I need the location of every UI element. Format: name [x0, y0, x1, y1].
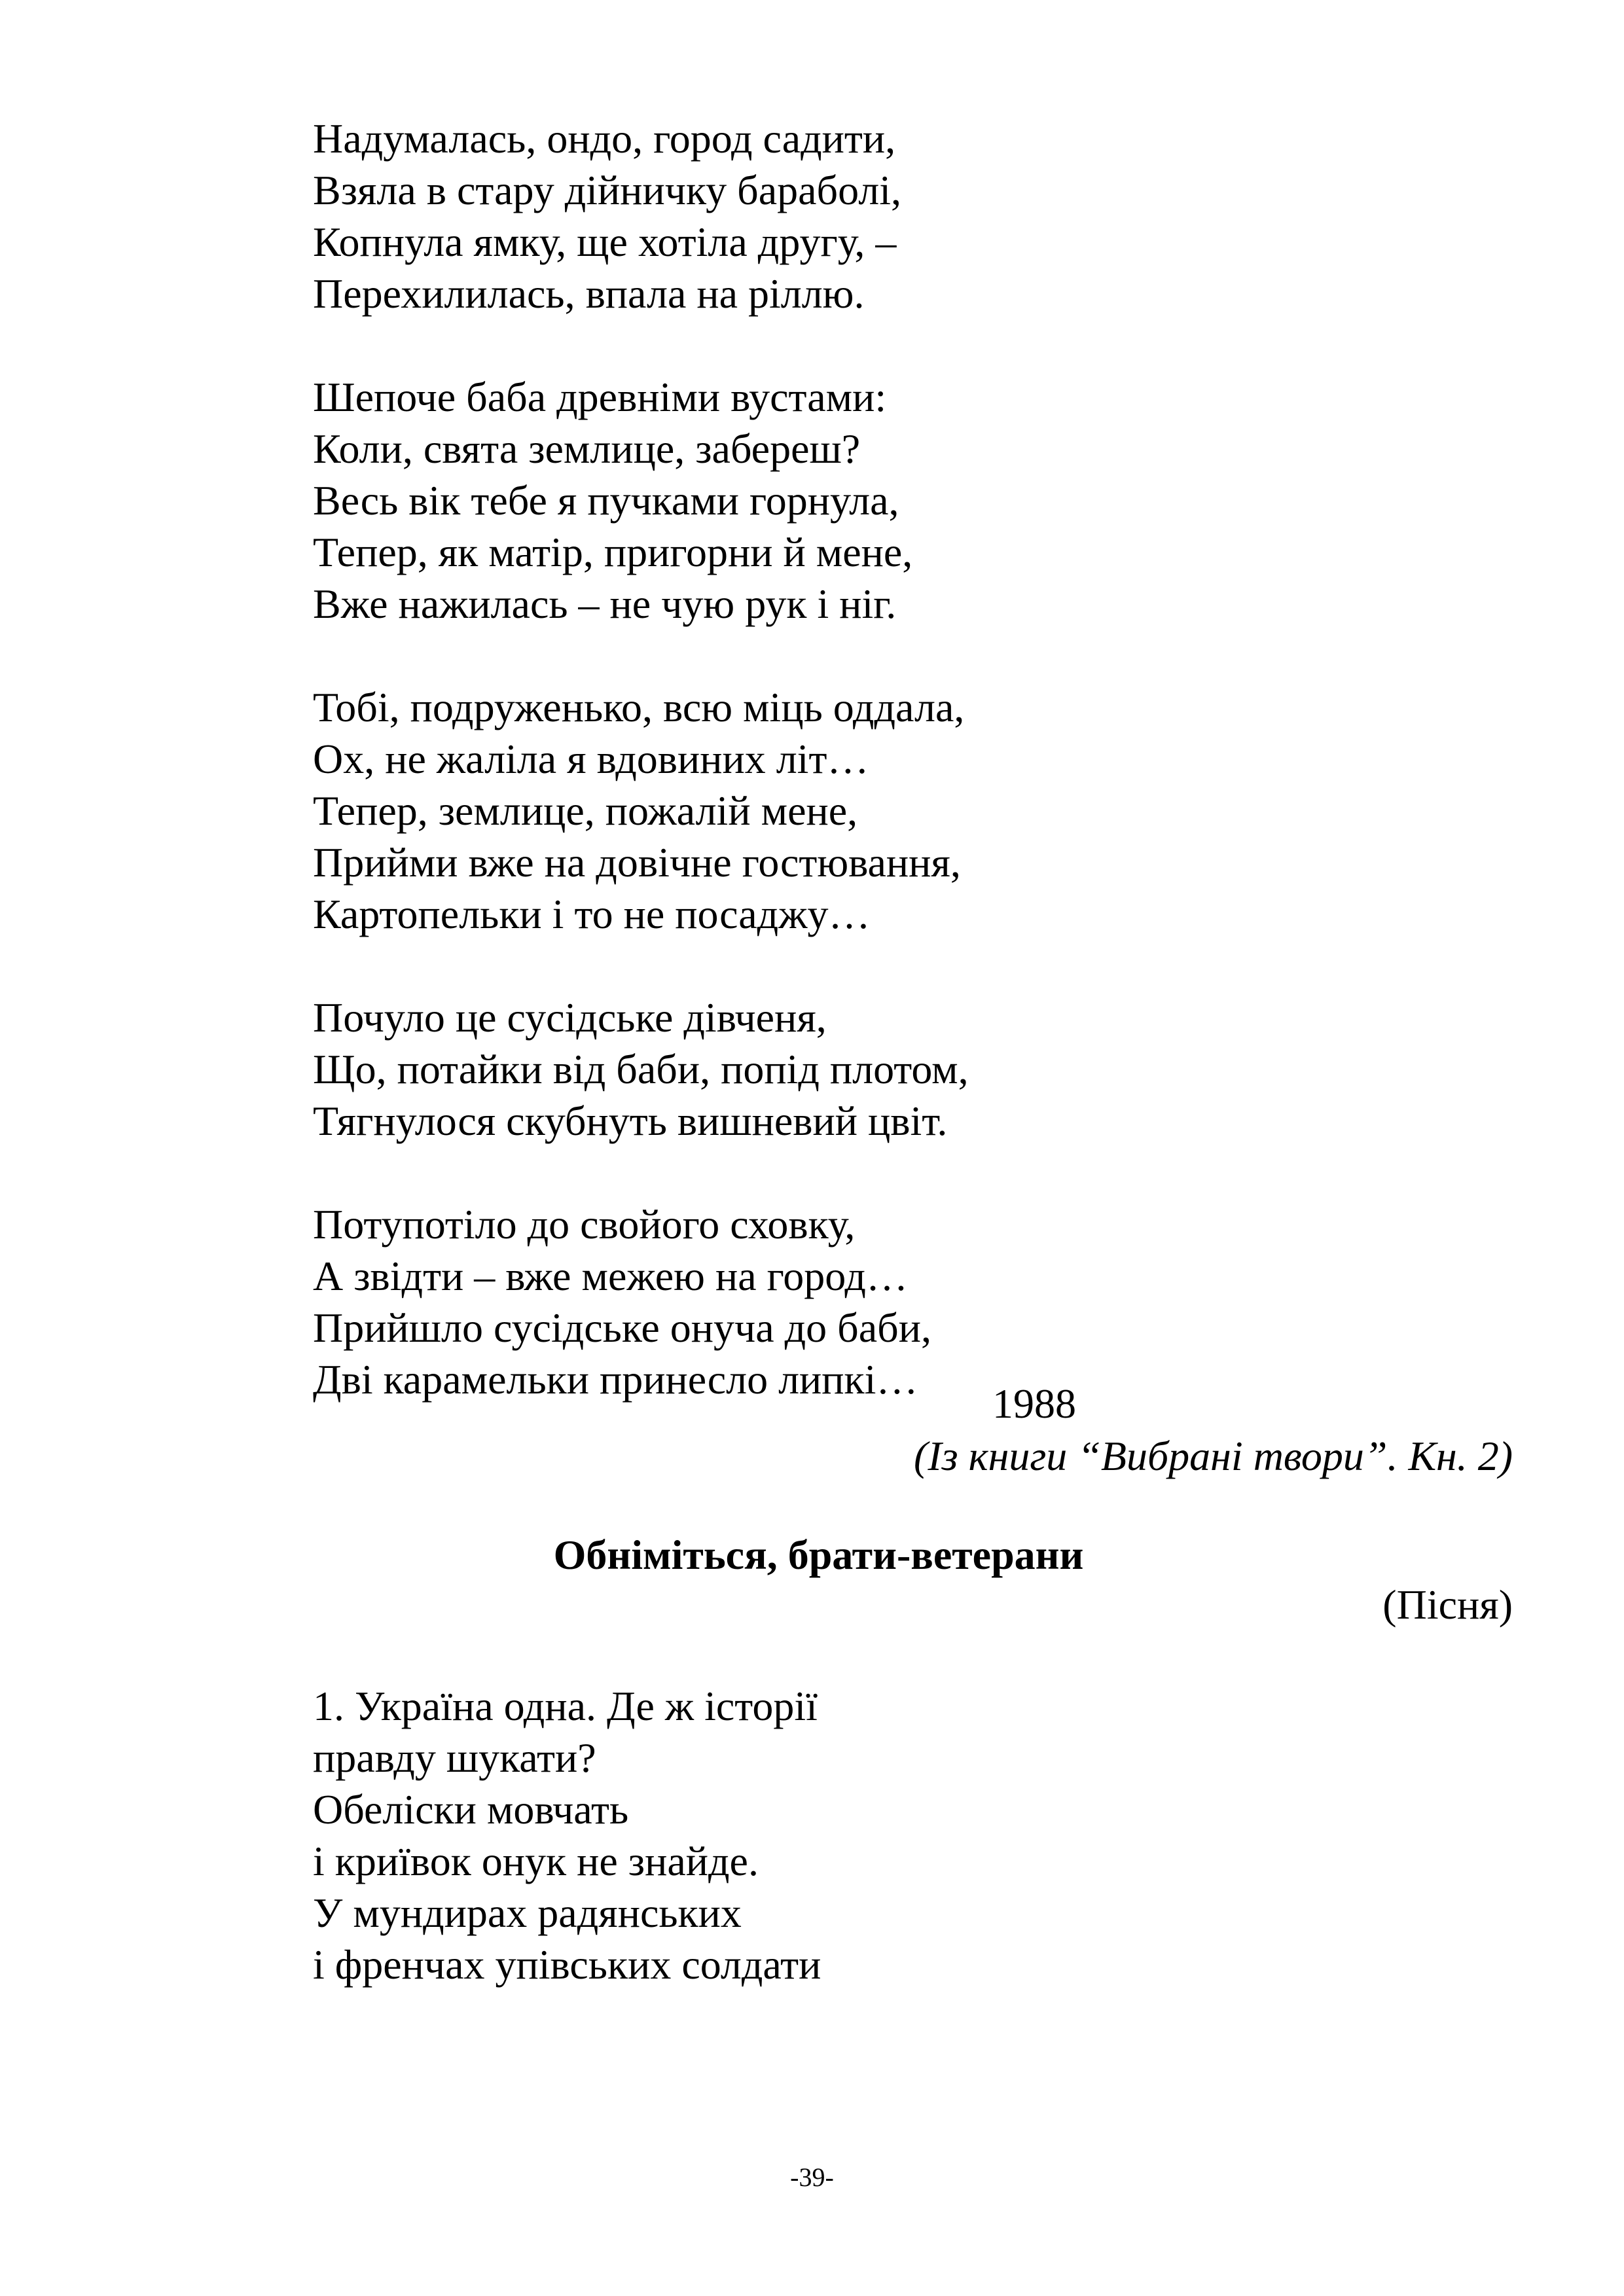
- poem-line: Прийми вже на довічне гостювання,: [313, 839, 961, 886]
- song-line: У мундирах радянських: [313, 1890, 742, 1936]
- poem-line: Весь вік тебе я пучками горнула,: [313, 477, 899, 524]
- poem-line: А звідти – вже межею на город…: [313, 1253, 908, 1299]
- poem-line: Почуло це сусідське дівченя,: [313, 994, 827, 1041]
- poem-line: Взяла в стару дійничку бараболі,: [313, 167, 901, 213]
- poem-line: Копнула ямку, ще хотіла другу, –: [313, 219, 897, 265]
- poem-line: Картопельки і то не посаджу…: [313, 891, 871, 937]
- song-title-text: Обніміться, брати-ветерани: [553, 1532, 1084, 1578]
- poem-line: Тепер, землице, пожалій мене,: [313, 787, 858, 834]
- stanza-4: [313, 992, 1557, 1147]
- poem-line: Вже нажилась – не чую рук і ніг.: [313, 581, 897, 627]
- song-line: 1. Україна одна. Де ж історії: [313, 1683, 818, 1729]
- poem-year: 1988: [992, 1380, 1076, 1427]
- poem: [313, 113, 1557, 1457]
- song-body: [313, 1680, 1557, 1990]
- song-note: (Пісня): [1382, 1581, 1513, 1628]
- page-number: -39-: [790, 2162, 834, 2192]
- poem-line: Шепоче баба древніми вустами:: [313, 374, 887, 420]
- stanza-1: [313, 113, 1557, 319]
- poem-line: Тобі, подруженько, всю міць оддала,: [313, 684, 965, 730]
- poem-line: Надумалась, ондо, город садити,: [313, 115, 896, 162]
- poem-line: Дві карамельки принесло липкі…: [313, 1356, 918, 1403]
- poem-line: Ох, не жаліла я вдовиних літ…: [313, 736, 869, 782]
- poem-line: Коли, свята землице, забереш?: [313, 425, 861, 472]
- stanza-2: [313, 371, 1557, 630]
- song-line: і френчах упівських солдати: [313, 1941, 821, 1988]
- stanza-5: [313, 1198, 1557, 1405]
- poem-source: (Із книги “Вибрані твори”. Кн. 2): [914, 1433, 1513, 1479]
- poem-line: Тепер, як матір, пригорни й мене,: [313, 529, 913, 575]
- song-line: Обеліски мовчать: [313, 1786, 629, 1833]
- poem-line: Що, потайки від баби, попід плотом,: [313, 1046, 969, 1092]
- song-line: правду шукати?: [313, 1734, 596, 1781]
- poem-line: Прийшло сусідське онуча до баби,: [313, 1304, 931, 1351]
- poem-line: Потупотіло до свойого сховку,: [313, 1201, 856, 1247]
- poem-line: Тягнулося скубнуть вишневий цвіт.: [313, 1098, 948, 1144]
- stanza-3: [313, 681, 1557, 940]
- song-line: і криївок онук не знайде.: [313, 1838, 759, 1884]
- poem-line: Перехилилась, впала на ріллю.: [313, 270, 865, 317]
- song-title: [0, 1529, 1624, 1581]
